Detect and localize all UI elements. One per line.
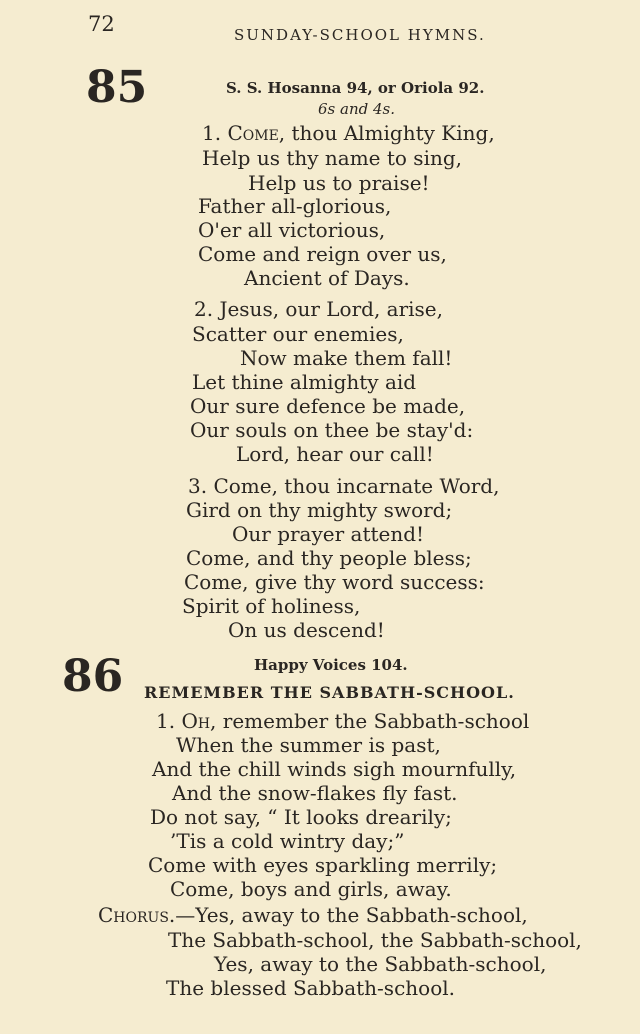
verse-line: And the chill winds sigh mournfully,: [152, 757, 517, 781]
verse-line: Come and reign over us,: [198, 242, 447, 266]
verse-line: Father all-glorious,: [198, 194, 392, 218]
stanza-first-word: Oh,: [181, 709, 217, 733]
verse-line: Our prayer attend!: [232, 522, 425, 546]
verse-line: When the summer is past,: [176, 733, 441, 757]
verse-line: Let thine almighty aid: [192, 370, 417, 394]
chorus-line: [98, 903, 528, 927]
running-head: SUNDAY-SCHOOL HYMNS.: [234, 26, 486, 44]
verse-line: Scatter our enemies,: [192, 322, 404, 346]
page-number: 72: [88, 12, 115, 36]
chorus-line: The blessed Sabbath-school.: [166, 976, 455, 1000]
chorus-text: —Yes, away to the Sabbath-school,: [175, 903, 528, 927]
verse-line: Our souls on thee be stay'd:: [190, 418, 474, 442]
verse-line: Do not say, “ It looks drearily;: [150, 805, 452, 829]
verse-line: Spirit of holiness,: [182, 594, 361, 618]
verse-line: Lord, hear our call!: [236, 442, 434, 466]
tune-name-85: S. S. Hosanna 94, or Oriola 92.: [226, 79, 485, 97]
verse-line: Help us to praise!: [248, 171, 430, 195]
hymn-number-86: 86: [62, 651, 124, 702]
verse-line: Help us thy name to sing,: [202, 146, 463, 170]
verse-line: On us descend!: [228, 618, 385, 642]
verse-line-text: remember the Sabbath-school: [222, 709, 530, 733]
verse-line: Our sure defence be made,: [190, 394, 466, 418]
meter-85: 6s and 4s.: [318, 100, 395, 118]
chorus-label: Chorus.: [98, 903, 176, 927]
verse-line: And the snow-flakes fly fast.: [172, 781, 458, 805]
verse-line: 3. Come, thou incarnate Word,: [188, 474, 500, 498]
verse-line: Now make them fall!: [240, 346, 453, 370]
verse-line: [202, 121, 495, 145]
hymn-title-86: REMEMBER THE SABBATH-SCHOOL.: [144, 683, 515, 702]
verse-line: O'er all victorious,: [198, 218, 386, 242]
verse-line: Come with eyes sparkling merrily;: [148, 853, 498, 877]
verse-line: Come, give thy word success:: [184, 570, 485, 594]
hymn-number-85: 85: [86, 62, 148, 113]
verse-line: Come, and thy people bless;: [186, 546, 472, 570]
verse-line: Ancient of Days.: [244, 266, 410, 290]
stanza-number: 1.: [202, 121, 222, 145]
stanza-first-word: Come,: [227, 121, 286, 145]
tune-name-86: Happy Voices 104.: [254, 656, 408, 674]
chorus-line: The Sabbath-school, the Sabbath-school,: [168, 928, 582, 952]
verse-line-text: thou Almighty King,: [291, 121, 495, 145]
verse-line: Gird on thy mighty sword;: [186, 498, 453, 522]
verse-line: 2. Jesus, our Lord, arise,: [194, 297, 443, 321]
stanza-number: 1.: [156, 709, 176, 733]
verse-line: [156, 709, 529, 733]
chorus-line: Yes, away to the Sabbath-school,: [214, 952, 547, 976]
verse-line: Come, boys and girls, away.: [170, 877, 452, 901]
verse-line: ’Tis a cold wintry day;”: [170, 829, 405, 853]
